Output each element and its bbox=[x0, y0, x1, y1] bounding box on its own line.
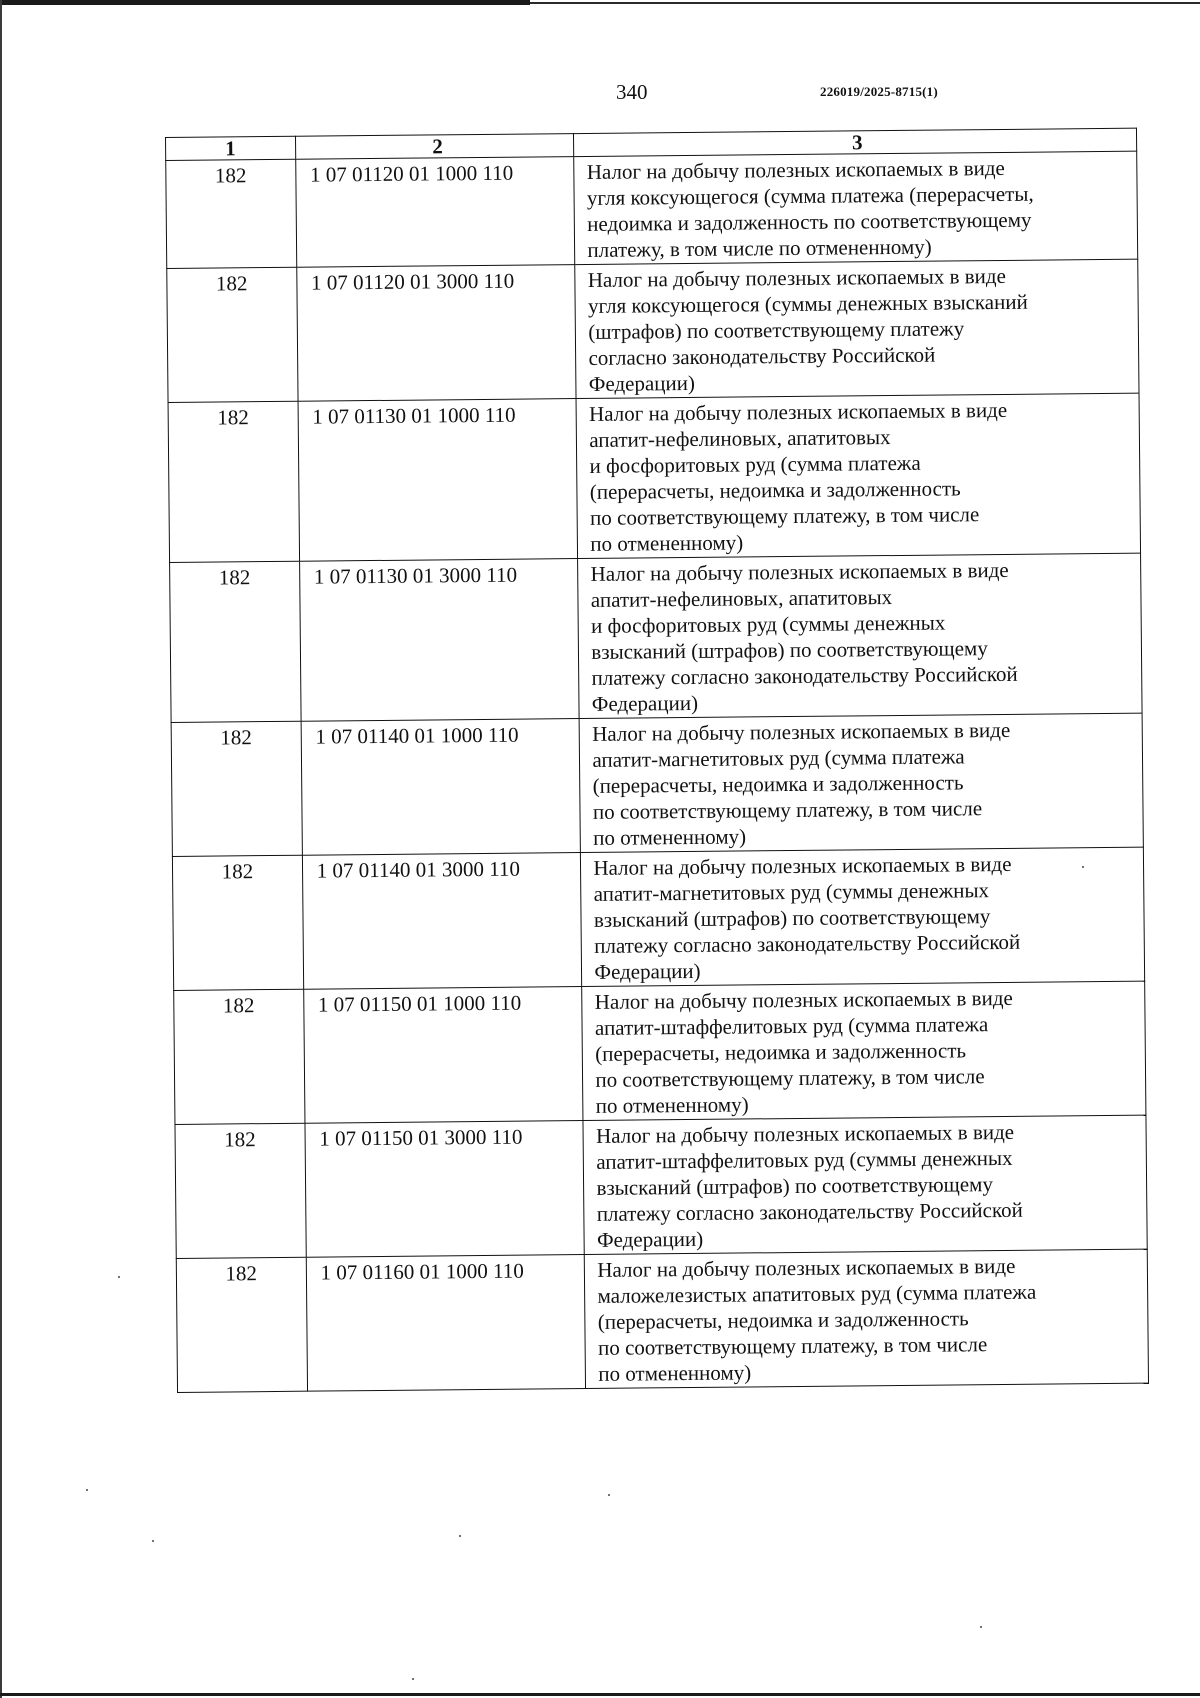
kbk-cell: 1 07 01140 01 1000 110 bbox=[301, 719, 581, 856]
kbk-cell: 1 07 01120 01 3000 110 bbox=[296, 265, 576, 402]
scan-speck bbox=[412, 1678, 414, 1680]
table-row bbox=[166, 151, 1138, 268]
admin-code-cell: 182 bbox=[171, 721, 302, 856]
scan-edge-top bbox=[0, 0, 530, 5]
kbk-cell: 1 07 01150 01 3000 110 bbox=[305, 1121, 585, 1258]
description-cell: Налог на добычу полезных ископаемых в виде апатит-магнетитовых руд (суммы денежных взысканий (штрафов) по соответствующему платежу согласно законодательству Российской Федерации) bbox=[581, 847, 1145, 986]
kbk-cell: 1 07 01140 01 3000 110 bbox=[302, 853, 582, 990]
scan-speck bbox=[86, 1489, 88, 1491]
scan-edge-bottom bbox=[0, 1693, 1200, 1696]
table-row bbox=[172, 847, 1144, 990]
admin-code-cell: 182 bbox=[172, 855, 303, 990]
table-row bbox=[170, 553, 1142, 722]
scan-speck bbox=[459, 1535, 461, 1537]
admin-code-cell: 182 bbox=[170, 561, 301, 722]
description-cell: Налог на добычу полезных ископаемых в виде апатит-штаффелитовых руд (сумма платежа (перерасчеты, недоимка и задолженность по соответствующему платежу, в том числе по отмененному) bbox=[582, 981, 1146, 1120]
scan-edge-left bbox=[0, 0, 2, 1698]
description-cell: Налог на добычу полезных ископаемых в виде угля коксующегося (суммы денежных взысканий (штрафов) по соответствующему платежу согласно законодательству Российской Федерации) bbox=[575, 259, 1139, 398]
admin-code-cell: 182 bbox=[175, 1123, 306, 1258]
kbk-cell: 1 07 01160 01 1000 110 bbox=[306, 1255, 586, 1392]
description-cell: Налог на добычу полезных ископаемых в виде угля коксующегося (сумма платежа (перерасчеты, недоимка и задолженность по соответствующему платежу, в том числе по отмененному) bbox=[574, 151, 1138, 264]
column-header-1: 1 bbox=[166, 136, 296, 160]
kbk-cell: 1 07 01130 01 1000 110 bbox=[298, 399, 578, 562]
table-row bbox=[168, 393, 1140, 562]
scan-speck bbox=[608, 1494, 610, 1496]
admin-code-cell: 182 bbox=[174, 989, 305, 1124]
table-row bbox=[176, 1249, 1148, 1392]
page-number: 340 bbox=[616, 80, 648, 104]
scan-speck bbox=[980, 1626, 982, 1628]
table-row bbox=[171, 713, 1143, 856]
kbk-cell: 1 07 01150 01 1000 110 bbox=[303, 987, 583, 1124]
admin-code-cell: 182 bbox=[166, 159, 297, 268]
scan-speck bbox=[118, 1276, 120, 1278]
document-code: 226019/2025-8715(1) bbox=[820, 84, 938, 99]
column-header-3: 3 bbox=[574, 128, 1137, 156]
scan-edge-top-line bbox=[530, 2, 1200, 4]
column-header-2: 2 bbox=[295, 134, 574, 160]
description-cell: Налог на добычу полезных ископаемых в виде маложелезистых апатитовых руд (сумма платежа (перерасчеты, недоимка и задолженность по соответствующему платежу, в том числе по отмененному) bbox=[585, 1249, 1149, 1388]
kbk-cell: 1 07 01130 01 3000 110 bbox=[299, 559, 579, 722]
scan-speck bbox=[152, 1540, 154, 1542]
table-row bbox=[167, 259, 1139, 402]
scan-speck bbox=[1082, 866, 1084, 868]
budget-codes-table bbox=[165, 128, 1149, 1393]
kbk-cell: 1 07 01120 01 1000 110 bbox=[295, 157, 575, 268]
admin-code-cell: 182 bbox=[168, 401, 299, 562]
table-row bbox=[174, 981, 1146, 1124]
admin-code-cell: 182 bbox=[167, 267, 298, 402]
description-cell: Налог на добычу полезных ископаемых в виде апатит-нефелиновых, апатитовых и фосфоритовых руд (сумма платежа (перерасчеты, недоимка и задолженность по соответствующему платежу, в том числе по отмененному) bbox=[576, 393, 1140, 558]
table-row bbox=[175, 1115, 1147, 1258]
description-cell: Налог на добычу полезных ископаемых в виде апатит-магнетитовых руд (сумма платежа (перерасчеты, недоимка и задолженность по соответствующему платежу, в том числе по отмененному) bbox=[579, 713, 1143, 852]
description-cell: Налог на добычу полезных ископаемых в виде апатит-нефелиновых, апатитовых и фосфоритовых руд (суммы денежных взысканий (штрафов) по соответствующему платежу согласно законодательству Российской Федерации) bbox=[578, 553, 1142, 718]
description-cell: Налог на добычу полезных ископаемых в виде апатит-штаффелитовых руд (суммы денежных взысканий (штрафов) по соответствующему платежу согласно законодательству Российской Федерации) bbox=[583, 1115, 1147, 1254]
admin-code-cell: 182 bbox=[176, 1257, 307, 1392]
